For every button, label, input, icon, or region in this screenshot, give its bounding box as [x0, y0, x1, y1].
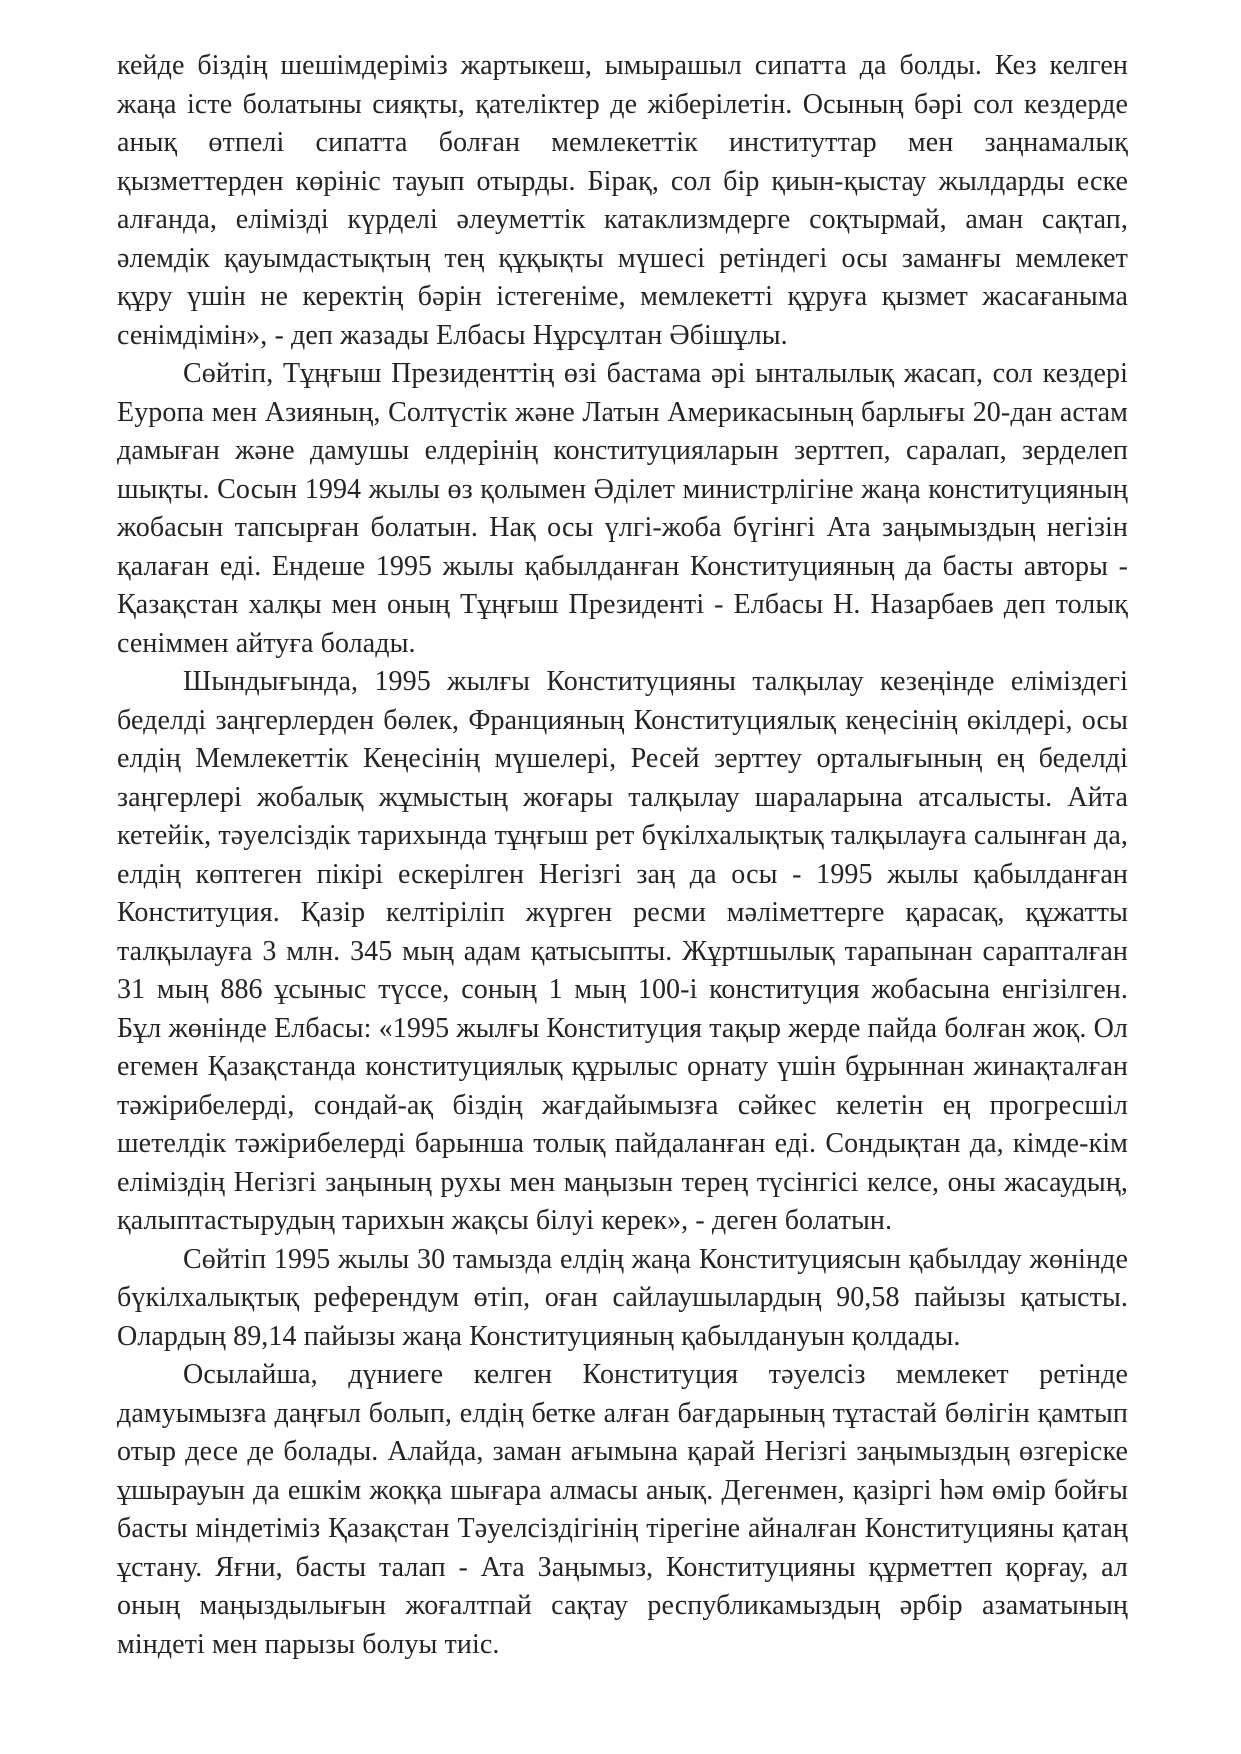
paragraph: Осылайша, дүниеге келген Конституция тәуелсіз мемлекет ретінде дамуымызға даңғыл болып, елдің бетке алған бағдарының тұтастай бөлігін қамтып отыр десе де болады. Алайда, заман ағымына қарай Негізгі заңымыздың өзгеріске ұшырауын да ешкім жоққа шығара алмасы анық. Дегенмен, қазіргі һәм өмір бойғы басты міндетіміз Қазақстан Тәуелсіздігінің тірегіне айналған Конституцияны қатаң ұстану. Яғни, басты талап - Ата Заңымыз, Конституцияны құрметтеп қорғау, ал оның маңыздылығын жоғалтпай сақтау республикамыздың әрбір азаматының міндеті мен парызы болуы тиіс. [117, 1359, 1128, 1660]
paragraph: кейде біздің шешімдеріміз жартыкеш, ымырашыл сипатта да болды. Кез келген жаңа істе болатыны сияқты, қателіктер де жіберілетін. Осының бәрі сол кездерде анық өтпелі сипатта болған мемлекеттік институттар мен заңнамалық қызметтерден көрініс тауып отырды. Бірақ, сол бір қиын-қыстау жылдарды еске алғанда, елімізді күрделі әлеуметтік катаклизмдерге соқтырмай, аман сақтап, әлемдік қауымдастықтың тең құқықты мүшесі ретіндегі осы заманғы мемлекет құру үшін не керектің бәрін істегеніме, мемлекетті құруға қызмет жасағаныма сенімдімін», - деп жазады Елбасы Нұрсұлтан Әбішұлы. [117, 50, 1128, 351]
paragraph: Сөйтіп, Тұңғыш Президенттің өзі бастама әрі ынталылық жасап, сол кездері Еуропа мен Азияның, Солтүстік және Латын Америкасының барлығы 20-дан астам дамыған және дамушы елдерінің конституцияларын зерттеп, саралап, зерделеп шықты. Сосын 1994 жылы өз қолымен Әділет министрлігіне жаңа конституцияның жобасын тапсырған болатын. Нақ осы үлгі-жоба бүгінгі Ата заңымыздың негізін қалаған еді. Ендеше 1995 жылы қабылданған Конституцияның да басты авторы - Қазақстан халқы мен оның Тұңғыш Президенті - Елбасы Н. Назарбаев деп толық сеніммен айтуға болады. [117, 358, 1128, 659]
paragraph: Сөйтіп 1995 жылы 30 тамызда елдің жаңа Конституциясын қабылдау жөнінде бүкілхалықтық референдум өтіп, оған сайлаушылардың 90,58 пайызы қатысты. Олардың 89,14 пайызы жаңа Конституцияның қабылдануын қолдады. [117, 1243, 1128, 1352]
paragraph: Шындығында, 1995 жылғы Конституцияны талқылау кезеңінде еліміздегі беделді заңгерлерден бөлек, Францияның Конституциялық кеңесінің өкілдері, осы елдің Мемлекеттік Кеңесінің мүшелері, Ресей зерттеу орталығының ең беделді заңгерлері жобалық жұмыстың жоғары талқылау шараларына атсалысты. Айта кетейік, тәуелсіздік тарихында тұңғыш рет бүкілхалықтық талқылауға салынған да, елдің көптеген пікірі ескерілген Негізгі заң да осы - 1995 жылы қабылданған Конституция. Қазір келтіріліп жүрген ресми мәліметтерге қарасақ, құжатты талқылауға 3 млн. 345 мың адам қатысыпты. Жұртшылық тарапынан сарапталған 31 мың 886 ұсыныс түссе, соның 1 мың 100-і конституция жобасына енгізілген. Бұл жөнінде Елбасы: «1995 жылғы Конституция тақыр жерде пайда болған жоқ. Ол егемен Қазақстанда конституциялық құрылыс орнату үшін бұрыннан жинақталған тәжірибелерді, сондай-ақ біздің жағдайымызға сәйкес келетін ең прогресшіл шетелдік тәжірибелерді барынша толық пайдаланған еді. Сондықтан да, кімде-кім еліміздің Негізгі заңының рухы мен маңызын терең түсінгісі келсе, оны жасаудың, қалыптастырудың тарихын жақсы білуі керек», - деген болатын. [117, 666, 1128, 1236]
